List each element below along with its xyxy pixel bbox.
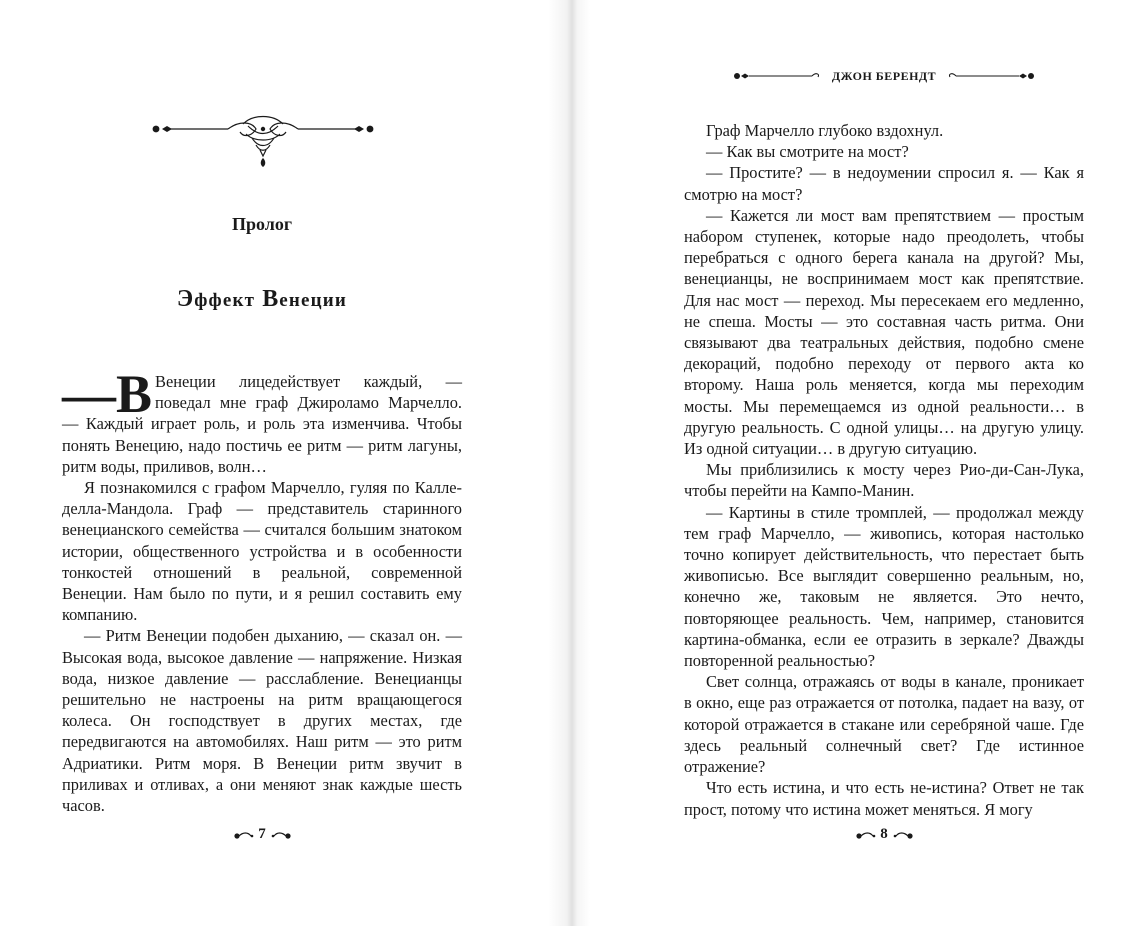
curl-ornament-right-icon [270, 830, 292, 840]
page-number-value: 8 [880, 826, 888, 842]
scroll-line-left-icon [732, 70, 822, 82]
flourish-ornament-icon [148, 112, 378, 170]
curl-ornament-right-icon [892, 830, 914, 840]
running-head-title: ДЖОН БЕРЕНДТ [831, 68, 937, 83]
page-number-right [824, 826, 944, 843]
chapter-title-rest-2: енеции [279, 290, 348, 311]
curl-ornament-left-icon [233, 830, 255, 840]
paragraph: — Простите? — в недоумении спросил я. — Как я смотрю на мост? [684, 163, 1084, 204]
right-page-body [684, 120, 1084, 820]
page-number-value: 7 [258, 826, 266, 842]
running-head [684, 68, 1084, 84]
prolog-heading: Пролог [231, 214, 293, 234]
paragraph: — Кажется ли мост вам препятствием — простым набором ступенек, которые надо преодолеть, чтобы перебраться с одного берега канала на другой? Мы, венецианцы, не воспринимаем мост как препятствие. Для нас мост — переход. Мы пересекаем его медленно, не спеша. Мосты — это составная часть ритма. Они связывают два театральных действия, подобно смене декораций, подобно переходу от первого акта ко второму. Наша роль меняется, когда мы переходим мосты. Мы перемещаемся из одной реальности… в другую реальность. С одной улицы… на другую улицу. Из одной ситуации… в другую ситуацию. [684, 205, 1084, 459]
chapter-title-cap-2: В [262, 286, 280, 312]
chapter-title [62, 286, 462, 313]
chapter-title-cap-1: Э [176, 286, 195, 312]
paragraph: Мы приблизились к мосту через Рио-ди-Сан-Лука, чтобы перейти на Кампо-Манин. [684, 460, 1084, 501]
drop-cap-dash: — [62, 364, 116, 424]
paragraph: Я познакомился с графом Марчелло, гуляя по Калле-делла-Мандола. Граф — представитель старинного венецианского семейства — считался большим знатоком истории, общественного устройства и в особенности тонкостей отношений в реальной, современной Венеции. Нам было по пути, и я решил составить ему компанию. [62, 478, 462, 625]
scroll-line-right-icon [946, 70, 1036, 82]
page-number-left [202, 826, 322, 843]
drop-cap [62, 364, 153, 424]
left-page [0, 0, 572, 926]
paragraph: — Как вы смотрите на мост? [706, 142, 909, 162]
paragraph: Что есть истина, и что есть не-истина? Ответ не так прост, потому что истина может меняться. Я могу [684, 778, 1084, 819]
paragraph: — Ритм Венеции подобен дыханию, — сказал он. — Высокая вода, высокое давление — напряжение. Низкая вода, низкое давление — расслабление. Венецианцы решительно не настроены на ритм вращающегося колеса. Он господствует в других местах, где передвигаются на автомобилях. Наш ритм — это ритм Адриатики. Ритм моря. В Венеции ритм звучит в приливах и отливах, а они меняют знак каждые шесть часов. [62, 626, 462, 816]
paragraph: — Картины в стиле тромплей, — продолжал между тем граф Марчелло, — живопись, которая настолько точно копирует действительность, что перестает быть живописью. Все выглядит совершенно реальным, но, конечно же, таковым не является. Это нечто, повторяющее реальность. Чем, например, становится картина-обманка, если ее отразить в зеркале? Дважды повторенной реальностью? [684, 502, 1084, 671]
paragraph-text: Венеции лицедействует каждый, — поведал мне граф Джироламо Марчелло. — Каждый играет роль, и роль эта изменчива. Чтобы понять Венецию, надо постичь ее ритм — ритм лагуны, ритм воды, приливов, волн… [62, 372, 462, 476]
curl-ornament-left-icon [855, 830, 877, 840]
left-page-body [62, 364, 462, 816]
paragraph: Граф Марчелло глубоко вздохнул. [706, 121, 944, 140]
chapter-title-rest-1: ффект [194, 290, 256, 311]
paragraph: Свет солнца, отражаясь от воды в канале, проникает в окно, еще раз отражается от потолка, падает на вазу, от которой отражается в стакане или серебряной чаше. Где здесь реальный солнечный свет? Где истинное отражение? [684, 672, 1084, 777]
drop-cap-letter: В [116, 364, 153, 424]
paragraph [62, 364, 462, 477]
